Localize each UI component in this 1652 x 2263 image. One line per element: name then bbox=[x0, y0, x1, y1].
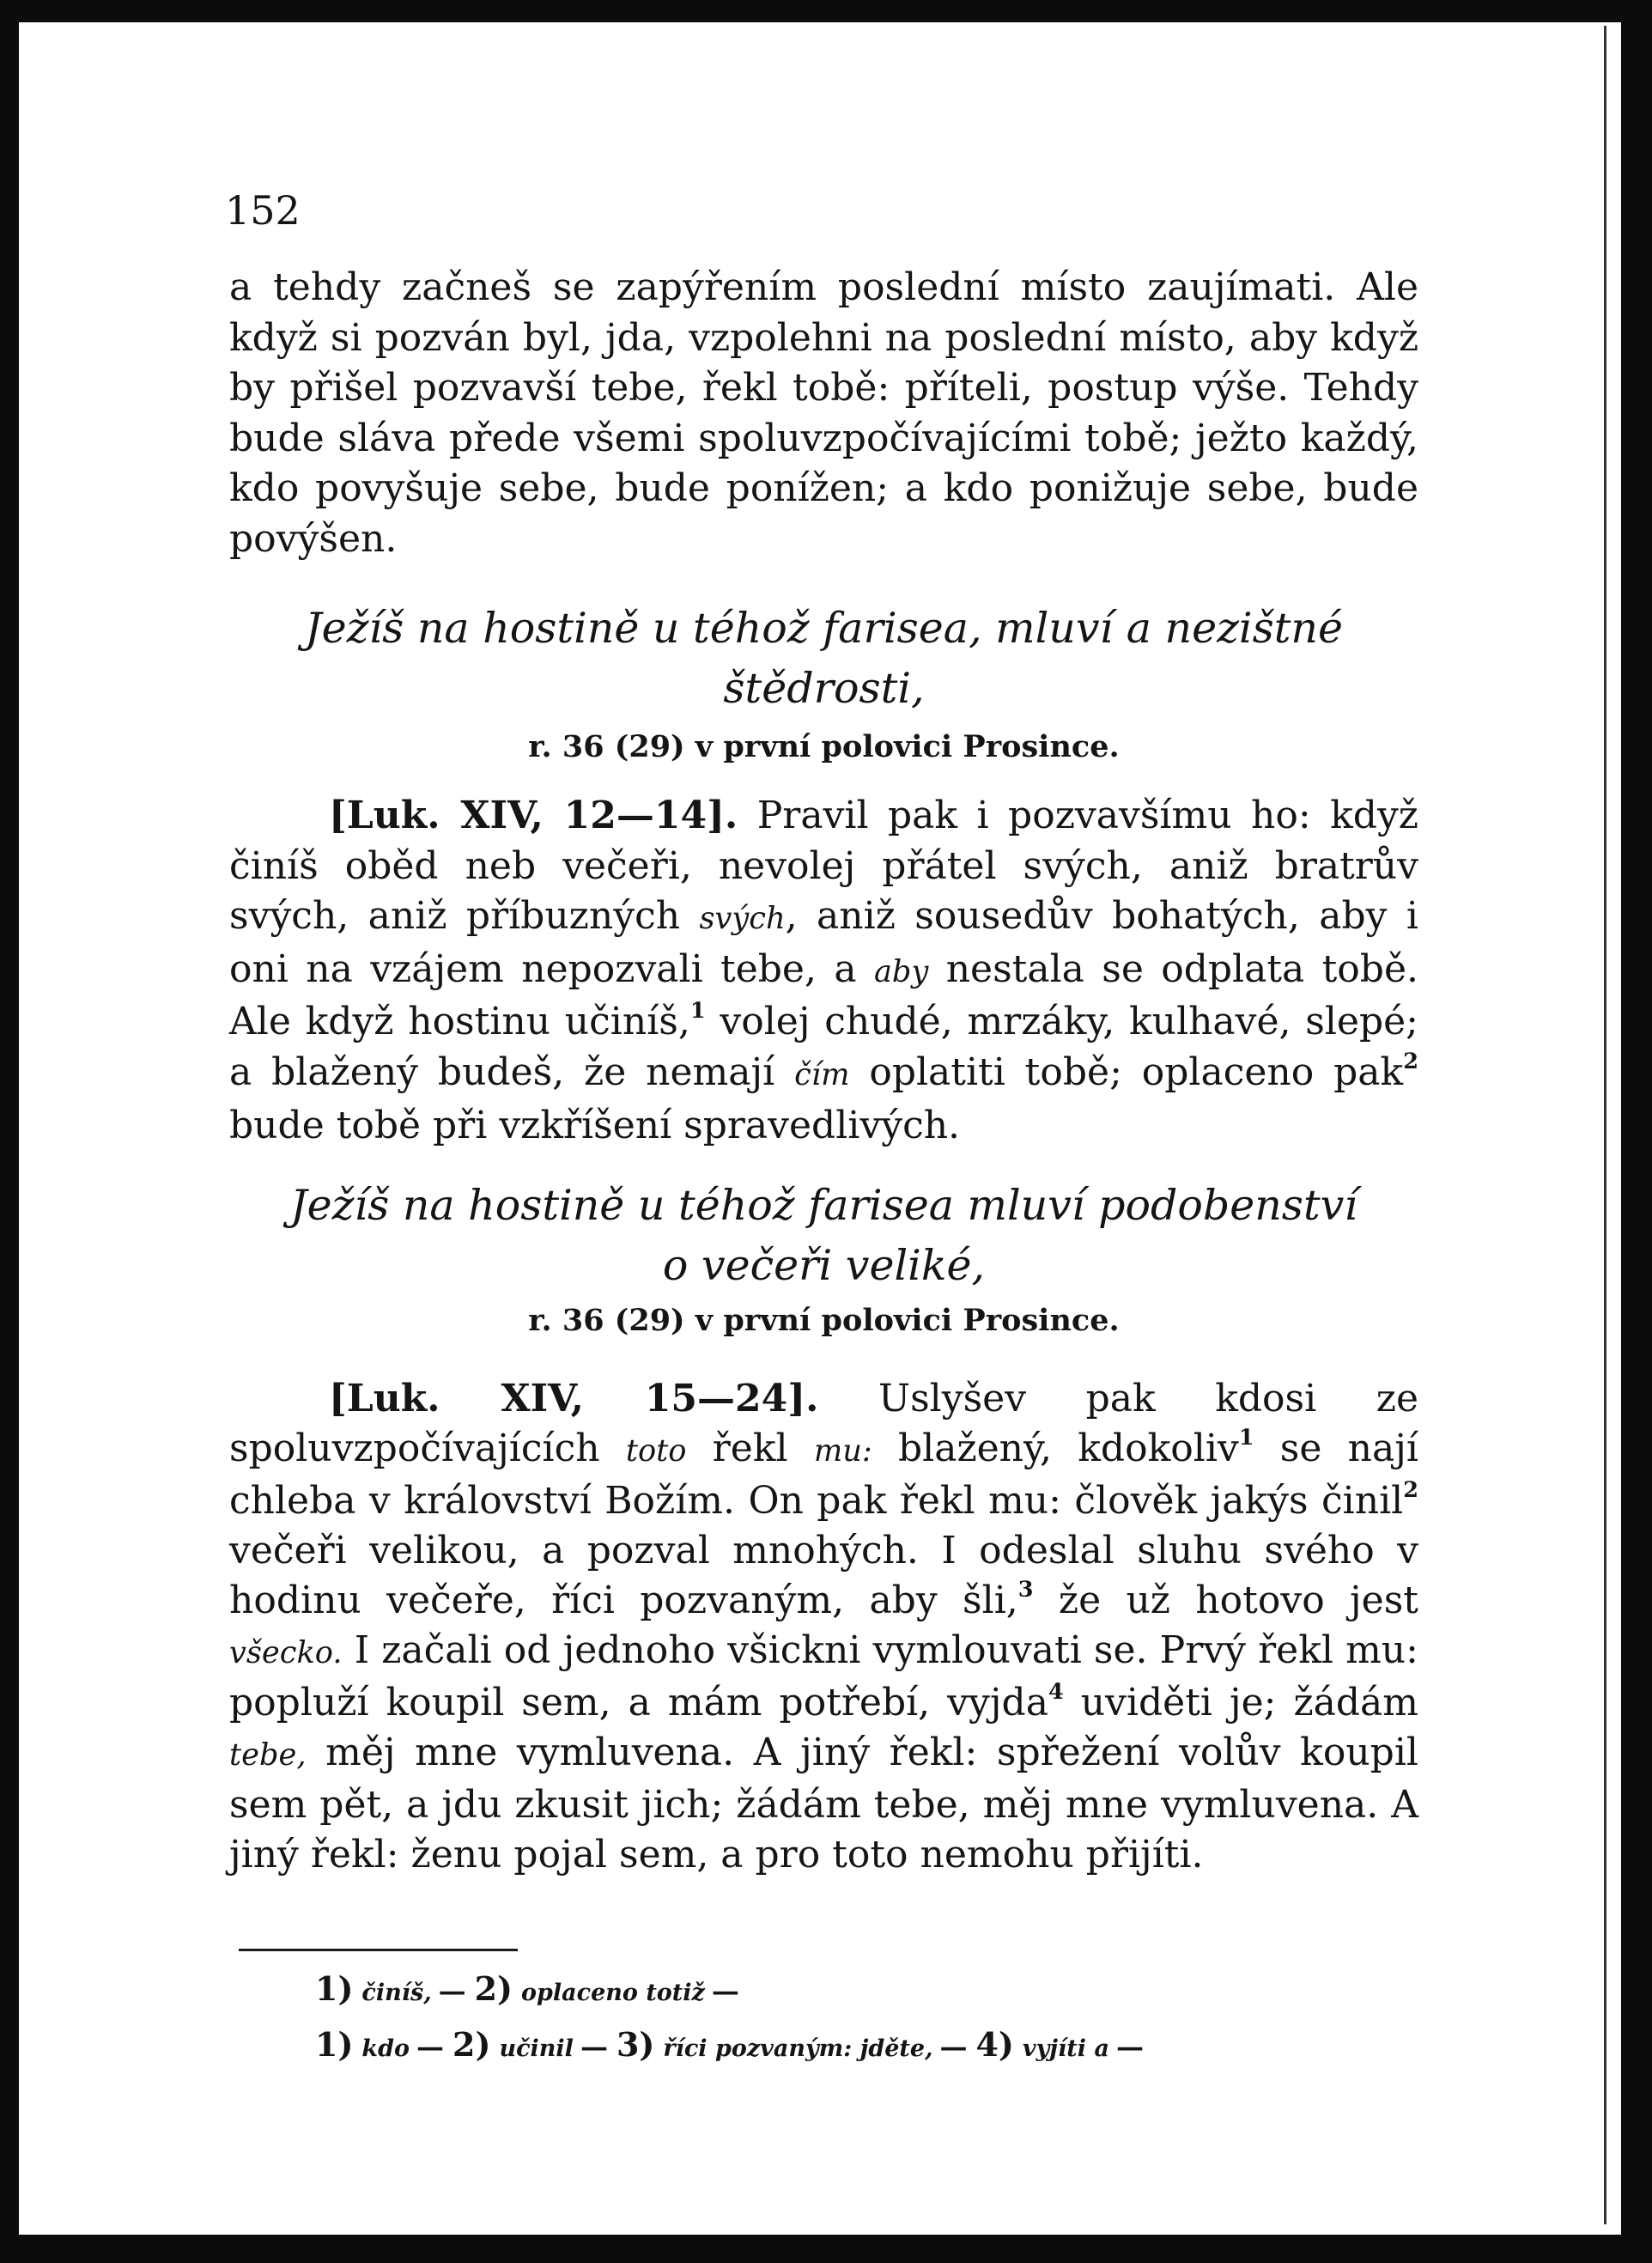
section2-ref: [Luk. XIV, 15—24]. bbox=[329, 1377, 819, 1420]
footnote-number: 1) bbox=[315, 1969, 354, 2008]
footnote-line-2 bbox=[315, 2024, 1152, 2070]
page-edge-line bbox=[1604, 26, 1606, 2224]
section2-paragraph bbox=[229, 1374, 1418, 1880]
section1-ref: [Luk. XIV, 12—14]. bbox=[329, 794, 738, 837]
section1-footnote-ref-1: 1 bbox=[689, 998, 706, 1025]
scan-border-right bbox=[1621, 0, 1652, 2263]
section1-date: r. 36 (29) v první polovici Prosince. bbox=[528, 729, 1120, 764]
section1-italic-aby: aby bbox=[873, 953, 929, 989]
section1-heading-line1: Ježíš na hostině u téhož farisea, mluví a nezištné bbox=[305, 604, 1343, 653]
section2-heading-line1: Ježíš na hostině u téhož farisea mluví podobenství bbox=[289, 1181, 1358, 1230]
section2-text-b: řekl bbox=[712, 1427, 788, 1470]
footnote-dash: — bbox=[580, 2030, 608, 2063]
section1-italic-svych: svých bbox=[699, 901, 786, 937]
footnote-text: říci pozvaným: jděte, bbox=[663, 2035, 933, 2062]
section2-text-h: uviděti je; žádám bbox=[1080, 1681, 1418, 1725]
section2-footnote-ref-3: 3 bbox=[1017, 1576, 1034, 1603]
section2-text-f: že už hotovo jest bbox=[1058, 1579, 1418, 1622]
footnote-number: 2) bbox=[474, 1969, 513, 2008]
section1-text-a: Pravil pak i pozvavšímu ho: když činíš oběd neb večeři, nevolej přátel svých, aniž bratrův svých, aniž příbuzných bbox=[229, 794, 1418, 939]
section2-text-c: blažený, kdokoliv bbox=[897, 1427, 1239, 1470]
section2-footnote-ref-1: 1 bbox=[1238, 1424, 1254, 1451]
footnote-text: oplaceno totiž bbox=[521, 1980, 705, 2006]
footnote-number: 2) bbox=[452, 2025, 491, 2064]
section1-text-f: bude tobě při vzkříšení spravedlivých. bbox=[229, 1103, 961, 1147]
footnote-number: 3) bbox=[616, 2025, 655, 2064]
section1-footnote-ref-2: 2 bbox=[1403, 1048, 1418, 1074]
section2-text-d: se nají chleba v království Božím. On pak řekl mu: člověk jakýs činil bbox=[229, 1427, 1418, 1523]
footnote-dash: — bbox=[711, 1974, 739, 2007]
section1-text-d: volej chudé, mrzáky, kulhavé, slepé; a blažený budeš, že nemají bbox=[229, 1000, 1418, 1094]
section2-text-i: měj mne vymluvena. A jiný řekl: spřežení volův koupil sem pět, a jdu zkusit jich; žádám tebe, měj mne vymluvena. A jiný řekl: ženu pojal sem, a pro toto nemohu přijíti. bbox=[229, 1731, 1418, 1877]
footnote-divider bbox=[239, 1949, 518, 1951]
footnote-dash: — bbox=[416, 2030, 445, 2063]
section2-text-g: I začali od jednoho všickni vymlouvati se. Prvý řekl mu: popluží koupil sem, a mám potřebí, vyjda bbox=[229, 1628, 1418, 1725]
section2-italic-tebe: tebe, bbox=[229, 1737, 307, 1773]
section2-italic-vsecko: všecko. bbox=[229, 1635, 343, 1670]
footnote-text: činíš, bbox=[361, 1980, 432, 2006]
footnote-dash: — bbox=[438, 1974, 466, 2007]
section2-text-e: večeři velikou, a pozval mnohých. I odeslal sluhu svého v hodinu večeře, říci pozvaným, aby šli, bbox=[229, 1529, 1418, 1622]
footnote-number: 4) bbox=[975, 2025, 1014, 2064]
section2-heading-line2: o večeři veliké, bbox=[662, 1241, 986, 1290]
footnote-text: vyjíti a bbox=[1022, 2035, 1109, 2062]
section2-italic-mu: mu: bbox=[813, 1433, 872, 1469]
section1-text-b: , aniž sousedův bohatých, aby i oni na vzájem nepozvali tebe, a bbox=[229, 894, 1418, 991]
section1-italic-cim: čím bbox=[794, 1056, 850, 1092]
footnote-line-1 bbox=[315, 1968, 748, 2014]
scan-border-bottom bbox=[0, 2235, 1652, 2263]
footnote-dash: — bbox=[1115, 2030, 1144, 2063]
page-number: 152 bbox=[225, 187, 301, 234]
section1-text-e: oplatiti tobě; oplaceno pak bbox=[869, 1049, 1404, 1094]
scan-border-left bbox=[0, 0, 19, 2263]
scan-border-top bbox=[0, 0, 1652, 22]
footnote-text: učinil bbox=[499, 2035, 574, 2062]
footnote-number: 1) bbox=[315, 2025, 354, 2064]
section1-text-c: nestala se odplata tobě. Ale když hostinu učiníš, bbox=[229, 946, 1418, 1044]
section2-italic-toto: toto bbox=[625, 1433, 687, 1469]
section1-paragraph bbox=[229, 791, 1418, 1151]
footnote-text: kdo bbox=[361, 2035, 410, 2062]
section1-heading-line2: štědrosti, bbox=[723, 664, 925, 713]
section2-date: r. 36 (29) v první polovici Prosince. bbox=[528, 1303, 1120, 1338]
section2-footnote-ref-2: 2 bbox=[1403, 1476, 1418, 1503]
section2-footnote-ref-4: 4 bbox=[1048, 1678, 1064, 1705]
opening-paragraph: a tehdy začneš se zapýřením poslední místo zaujímati. Ale když si pozván byl, jda, vzpolehni na poslední místo, aby když by přišel pozvavší tebe, řekl tobě: příteli, postup výše. Tehdy bude sláva přede všemi spoluvzpočívajícími tobě; ježto každý, kdo povyšuje sebe, bude ponížen; a kdo ponižuje sebe, bude povýšen. bbox=[229, 265, 1418, 561]
footnote-dash: — bbox=[939, 2030, 968, 2063]
section2-text-a: Uslyšev pak kdosi ze spoluvzpočívajících bbox=[229, 1377, 1418, 1470]
